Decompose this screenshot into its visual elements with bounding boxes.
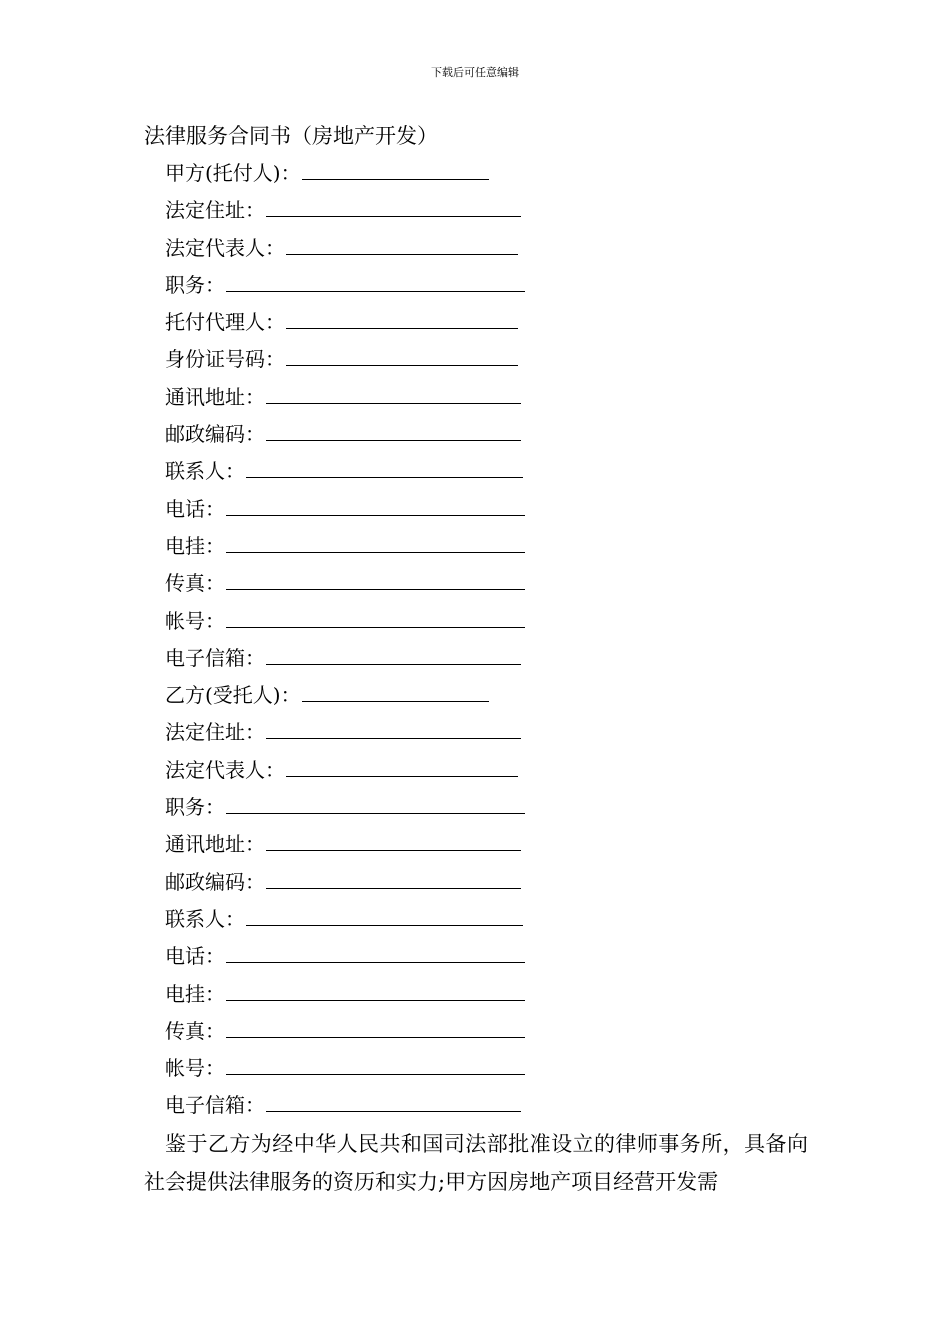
field-label: 联系人： <box>165 459 245 484</box>
party-a-id-number-field <box>144 339 808 376</box>
field-label: 法定代表人： <box>165 235 285 260</box>
field-label: 职务： <box>165 272 225 297</box>
field-label: 传真： <box>165 1018 225 1043</box>
field-label: 邮政编码： <box>165 869 265 894</box>
field-label: 通讯地址： <box>165 832 265 857</box>
party-b-email-field <box>144 1085 808 1122</box>
party-a-principal-field <box>144 153 808 190</box>
field-label: 电子信箱： <box>165 1093 265 1118</box>
blank-line[interactable] <box>226 936 525 963</box>
party-a-email-field <box>144 638 808 675</box>
field-label: 电子信箱： <box>165 645 265 670</box>
field-label: 联系人： <box>165 906 245 931</box>
blank-line[interactable] <box>302 153 489 180</box>
blank-line[interactable] <box>246 451 523 478</box>
field-label: 乙方(受托人)： <box>165 683 301 708</box>
party-a-legal-representative-field <box>144 228 808 265</box>
field-label: 通讯地址： <box>165 384 265 409</box>
blank-line[interactable] <box>226 1011 525 1038</box>
party-b-position-field <box>144 787 808 824</box>
contract-title: 法律服务合同书（房地产开发） <box>144 124 438 148</box>
field-label: 法定住址： <box>165 720 265 745</box>
party-b-legal-address-field <box>144 712 808 749</box>
blank-line[interactable] <box>226 601 525 628</box>
contract-document <box>144 120 808 1201</box>
party-a-position-field <box>144 265 808 302</box>
party-a-cable-field <box>144 526 808 563</box>
field-label: 邮政编码： <box>165 422 265 447</box>
blank-line[interactable] <box>246 899 523 926</box>
blank-line[interactable] <box>226 974 525 1001</box>
party-a-contact-field <box>144 451 808 488</box>
blank-line[interactable] <box>286 750 518 777</box>
party-b-postcode-field <box>144 862 808 899</box>
party-b-fax-field <box>144 1011 808 1048</box>
blank-line[interactable] <box>286 339 518 366</box>
party-b-account-field <box>144 1048 808 1085</box>
field-label: 传真： <box>165 571 225 596</box>
field-label: 法定住址： <box>165 198 265 223</box>
field-label: 身份证号码： <box>165 347 285 372</box>
field-label: 职务： <box>165 795 225 820</box>
party-b-contact-field <box>144 899 808 936</box>
blank-line[interactable] <box>266 638 521 665</box>
blank-line[interactable] <box>266 862 521 889</box>
blank-line[interactable] <box>286 228 518 255</box>
party-a-account-field <box>144 601 808 638</box>
blank-line[interactable] <box>266 377 521 404</box>
party-b-legal-representative-field <box>144 750 808 787</box>
preamble-paragraph: 鉴于乙方为经中华人民共和国司法部批准设立的律师事务所，具备向社会提供法律服务的资历和实力;甲方因房地产项目经营开发需 <box>144 1131 808 1194</box>
blank-line[interactable] <box>266 1085 521 1112</box>
field-label: 电挂： <box>165 533 225 558</box>
blank-line[interactable] <box>266 190 521 217</box>
party-b-trustee-field <box>144 675 808 712</box>
party-a-mailing-address-field <box>144 377 808 414</box>
party-b-cable-field <box>144 974 808 1011</box>
field-label: 电话： <box>165 496 225 521</box>
blank-line[interactable] <box>226 526 525 553</box>
party-a-phone-field <box>144 489 808 526</box>
page-header: 下载后可任意编辑 <box>431 66 519 79</box>
field-label: 法定代表人： <box>165 757 285 782</box>
field-label: 帐号： <box>165 1056 225 1081</box>
blank-line[interactable] <box>266 824 521 851</box>
party-a-agent-field <box>144 302 808 339</box>
field-label: 电挂： <box>165 981 225 1006</box>
blank-line[interactable] <box>226 563 525 590</box>
party-a-postcode-field <box>144 414 808 451</box>
party-b-phone-field <box>144 936 808 973</box>
field-label: 甲方(托付人)： <box>165 161 301 185</box>
party-a-fax-field <box>144 563 808 600</box>
field-label: 电话： <box>165 944 225 969</box>
blank-line[interactable] <box>286 302 518 329</box>
blank-line[interactable] <box>226 1048 525 1075</box>
blank-line[interactable] <box>266 414 521 441</box>
party-a-legal-address-field <box>144 190 808 227</box>
blank-line[interactable] <box>266 712 521 739</box>
party-b-mailing-address-field <box>144 824 808 861</box>
field-label: 帐号： <box>165 608 225 633</box>
blank-line[interactable] <box>226 787 525 814</box>
blank-line[interactable] <box>302 675 489 702</box>
field-label: 托付代理人： <box>165 310 285 335</box>
blank-line[interactable] <box>226 489 525 516</box>
blank-line[interactable] <box>226 265 525 292</box>
